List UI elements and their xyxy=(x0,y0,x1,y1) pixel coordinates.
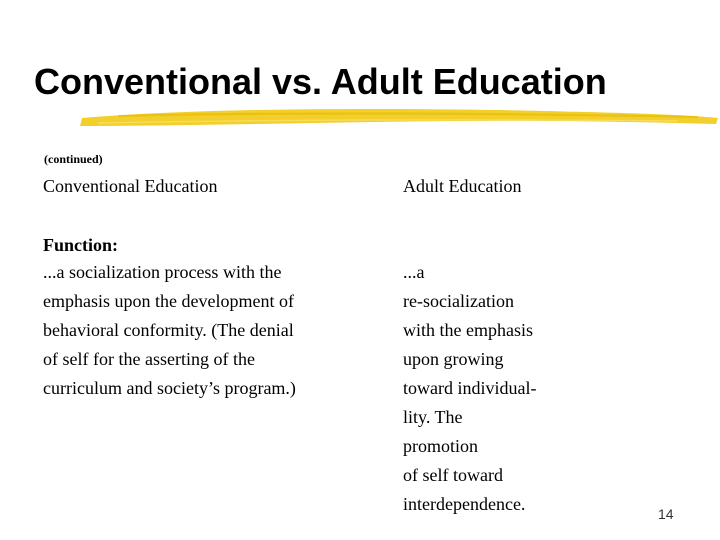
text-line: ...a socialization process with the xyxy=(43,262,282,282)
text-line: re-socialization xyxy=(403,291,514,311)
page-number: 14 xyxy=(658,506,674,522)
function-label: Function: xyxy=(43,235,119,255)
text-line: of self toward xyxy=(403,465,503,485)
text-line: ...a xyxy=(403,262,425,282)
title-underline-brushstroke xyxy=(78,104,720,130)
text-line: of self for the asserting of the xyxy=(43,349,255,369)
column-heading-adult: Adult Education xyxy=(403,176,522,196)
conventional-function-text xyxy=(43,258,363,403)
continued-note: (continued) xyxy=(44,152,103,166)
text-line: promotion xyxy=(403,436,478,456)
text-line: curriculum and society’s program.) xyxy=(43,378,296,398)
text-line: emphasis upon the development of xyxy=(43,291,294,311)
text-line: upon growing xyxy=(403,349,504,369)
text-line: lity. The xyxy=(403,407,463,427)
text-line: behavioral conformity. (The denial xyxy=(43,320,294,340)
text-line: with the emphasis xyxy=(403,320,533,340)
slide-title: Conventional vs. Adult Education xyxy=(34,61,607,102)
adult-function-text xyxy=(403,258,603,519)
text-line: toward individual- xyxy=(403,378,537,398)
text-line: interdependence. xyxy=(403,494,526,514)
column-heading-conventional: Conventional Education xyxy=(43,176,218,196)
